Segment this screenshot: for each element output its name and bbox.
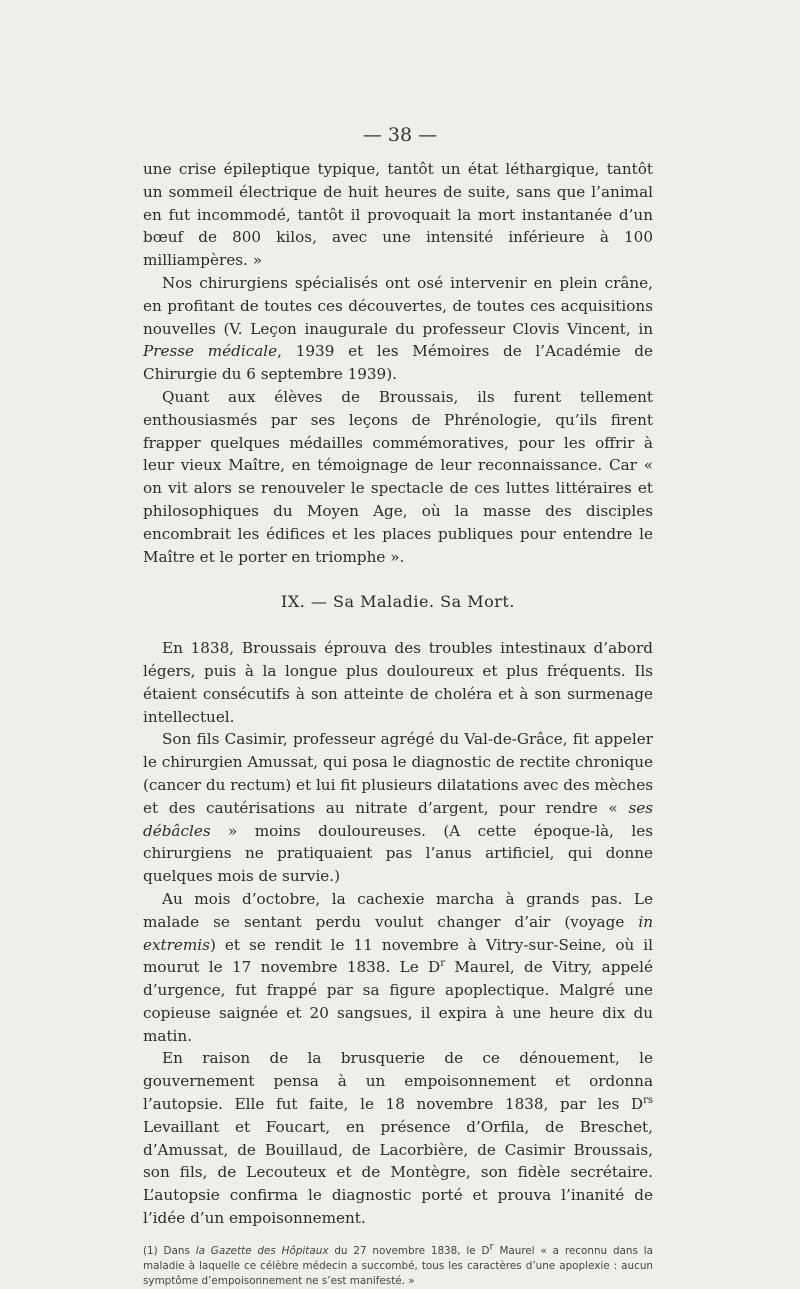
- paragraph: Quant aux élèves de Broussais, ils furent tellement enthousiasmés par ses leçons de Phrénologie, qu’ils firent frapper quelques médailles commémoratives, pour les offrir à leur vieux Maître, en témoignage de leur reconnaissance. Car « on vit alors se renouveler le spectacle de ces luttes littéraires et philosophiques du Moyen Age, où la masse des disciples encombrait les édifices et les places publiques pour entendre le Maître et le porter en triomphe ».: [143, 387, 653, 566]
- footnote: (1) Dans la Gazette des Hôpitaux du 27 novembre 1838, le $D^r$ Maurel « a reconnu dans la maladie à laquelle ce célèbre médecin a succombé, tous les caractères d’une apoplexie : aucun symptôme d’empoisonnement ne s’est manifesté. »: [143, 1241, 653, 1287]
- paragraph: une crise épileptique typique, tantôt un état léthargique, tantôt un sommeil électrique de huit heures de suite, sans que l’animal en fut incommodé, tantôt il provoquait la mort instantanée d’un bœuf de 800 kilos, avec une intensité inférieure à 100 milliampères. »: [143, 160, 653, 270]
- page-number: — 38 —: [362, 124, 438, 146]
- paragraph: Nos chirurgiens spécialisés ont osé intervenir en plein crâne, en profitant de toutes ces découvertes, de toutes ces acquisitions nouvelles (V. Leçon inaugurale du professeur Clovis Vincent, in Presse médicale, 1939 et les Mémoires de l’Académie de Chirurgie du 6 septembre 1939).: [143, 273, 654, 384]
- paragraph: En raison de la brusquerie de ce dénouement, le gouvernement pensa à un empoisonnement et ordonna l’autopsie. Elle fut faite, le 18 novembre 1838, par les $D^{rs}$ Levaillant et Foucart, en présence d’Orfila, de Breschet, d’Amussat, de Bouillaud, de Lacorbière, de Casimir Broussais, son fils, de Lecouteux et de Montègre, son fidèle secrétaire. L’autopsie confirma le diagnostic porté et prouva l’inanité de l’idée d’un empoisonnement.: [143, 1049, 653, 1228]
- paragraph: Au mois d’octobre, la cachexie marcha à grands pas. Le malade se sentant perdu voulut changer d’air (voyage in extremis) et se rendit le 11 novembre à Vitry-sur-Seine, où il mourut le 17 novembre 1838. Le $D^r$ Maurel, de Vitry, appelé d’urgence, fut frappé par sa figure apoplectique. Malgré une copieuse saignée et 20 sangsues, il expira à une heure dix du matin.: [143, 889, 654, 1045]
- section-heading: IX. — Sa Maladie. Sa Mort.: [281, 592, 515, 612]
- paragraph: Son fils Casimir, professeur agrégé du Val-de-Grâce, fit appeler le chirurgien Amussat, qui posa le diagnostic de rectite chronique (cancer du rectum) et lui fit plusieurs dilatations avec des mèches et des cautérisations au nitrate d’argent, pour rendre « ses débâcles » moins douloureuses. (A cette époque-là, les chirurgiens ne pratiquaient pas l’anus artificiel, qui donne quelques mois de survie.): [143, 730, 654, 886]
- paragraph: En 1838, Broussais éprouva des troubles intestinaux d’abord légers, puis à la longue plus douloureux et plus fréquents. Ils étaient consécutifs à son atteinte de choléra et à son surmenage intellectuel.: [143, 639, 653, 726]
- body-text: [143, 158, 653, 1289]
